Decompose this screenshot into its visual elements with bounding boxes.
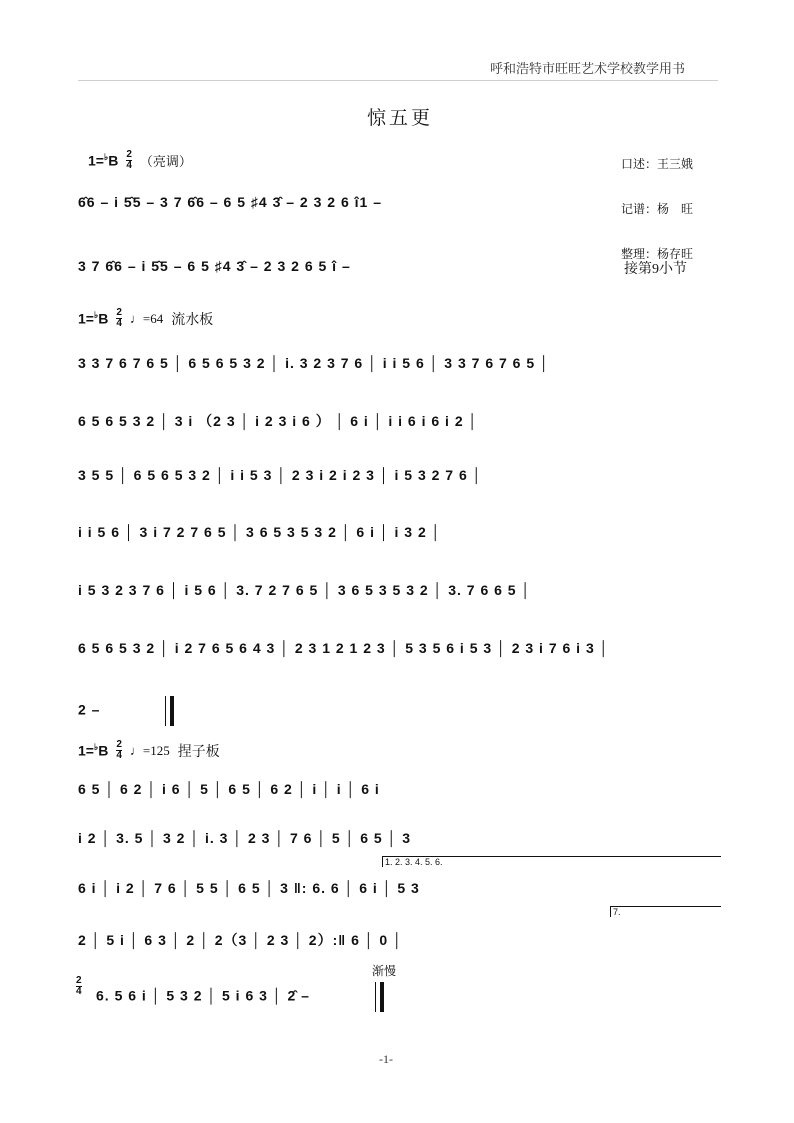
credit-editor: 整理：杨存旺 bbox=[621, 247, 694, 261]
section2-keyline bbox=[78, 308, 213, 329]
section3-line2: i 2 │ 3. 5 │ 3 2 │ i. 3 │ 2 3 │ 7 6 │ 5 │ 6 5 │ 3 bbox=[78, 830, 412, 846]
section2-line4: i i 5 6 │ 3 i 7 2 7 6 5 │ 3 6 5 3 5 3 2 │ 6 i │ i 3 2 │ bbox=[78, 524, 442, 540]
credit-notation: 记谱：杨 旺 bbox=[621, 202, 694, 216]
section3-line3: 6 i │ i 2 │ 7 6 │ 5 5 │ 6 5 │ 3 ‖: 6. 6 │ 6 i │ 5 3 bbox=[78, 880, 420, 896]
key-signature: 1=♭B bbox=[88, 152, 119, 169]
jump-instruction: 接第9小节 bbox=[624, 262, 687, 277]
header-institution: 呼和浩特市旺旺艺术学校教学用书 bbox=[490, 61, 686, 76]
final-notes: 2 – bbox=[78, 701, 101, 718]
section3-line5 bbox=[96, 982, 656, 1012]
section2-line6: 6 5 6 5 3 2 │ i 2 7 6 5 6 4 3 │ 2 3 1 2 1 2 3 │ 5 3 5 6 i 5 3 │ 2 3 i 7 6 i 3 │ bbox=[78, 640, 610, 656]
section2-line1: 3 3 7 6 7 6 5 │ 6 5 6 5 3 2 │ i. 3 2 3 7 6 │ i i 5 6 │ 3 3 7 6 7 6 5 │ bbox=[78, 355, 550, 371]
tempo-marking: ♩=125 bbox=[129, 742, 170, 758]
page-number: -1- bbox=[379, 1052, 393, 1066]
section2-line5: i 5 3 2 3 7 6 │ i 5 6 │ 3. 7 2 7 6 5 │ 3 6 5 3 5 3 2 │ 3. 7 6 6 5 │ bbox=[78, 582, 532, 598]
credit-narrator: 口述：王三娥 bbox=[621, 157, 694, 171]
time-signature: $\frac{2}{4}$ bbox=[126, 149, 132, 171]
section-label: 流水板 bbox=[171, 312, 214, 328]
final-barline bbox=[375, 982, 384, 1012]
time-signature: $\frac{2}{4}$ bbox=[116, 307, 122, 329]
final-barline bbox=[165, 696, 174, 726]
volta-bracket-1: 1. 2. 3. 4. 5. 6. bbox=[382, 856, 721, 867]
section1-keyline bbox=[88, 150, 192, 171]
section3-line1: 6 5 │ 6 2 │ i 6 │ 5 │ 6 5 │ 6 2 │ i │ i │ 6 i bbox=[78, 781, 380, 797]
header-rule bbox=[78, 80, 718, 81]
section1-line2: 3 7 6̂6 – i 5̂5 – 6 5 ♯4 3̂ – 2 3 2 6 5 î – bbox=[78, 258, 351, 274]
section2-line3: 3 5 5 │ 6 5 6 5 3 2 │ i i 5 3 │ 2 3 i 2 i 2 3 │ i 5 3 2 7 6 │ bbox=[78, 467, 483, 483]
ritardando-marking: 渐慢 bbox=[372, 964, 397, 978]
section3-line4: 2 │ 5 i │ 6 3 │ 2 │ 2（3 │ 2 3 │ 2）:‖ 6 │ 0 │ bbox=[78, 932, 403, 948]
key-signature: 1=♭B bbox=[78, 742, 109, 759]
tempo-marking: ♩=64 bbox=[129, 310, 164, 326]
section2-line2: 6 5 6 5 3 2 │ 3 i （2 3 │ i 2 3 i 6 ） │ 6 i │ i i 6 i 6 i 2 │ bbox=[78, 413, 479, 429]
closing-notes: 6. 5 6 i │ 5 3 2 │ 5 i 6 3 │ 2̂ – bbox=[96, 987, 310, 1004]
key-signature: 1=♭B bbox=[78, 310, 109, 327]
section3-keyline bbox=[78, 740, 220, 761]
section1-line1: 6̂6 – i 5̂5 – 3 7 6̂6 – 6 5 ♯4 3̂ – 2 3 2 6 î1 – bbox=[78, 194, 382, 210]
section2-line7 bbox=[78, 696, 278, 726]
mode-label: （亮调） bbox=[139, 154, 192, 169]
volta-bracket-2: 7. bbox=[610, 906, 721, 917]
score-title: 惊五更 bbox=[367, 108, 434, 129]
time-change: $\frac{2}{4}$ bbox=[76, 975, 82, 997]
time-signature: $\frac{2}{4}$ bbox=[116, 739, 122, 761]
section-label: 捏子板 bbox=[177, 744, 220, 760]
